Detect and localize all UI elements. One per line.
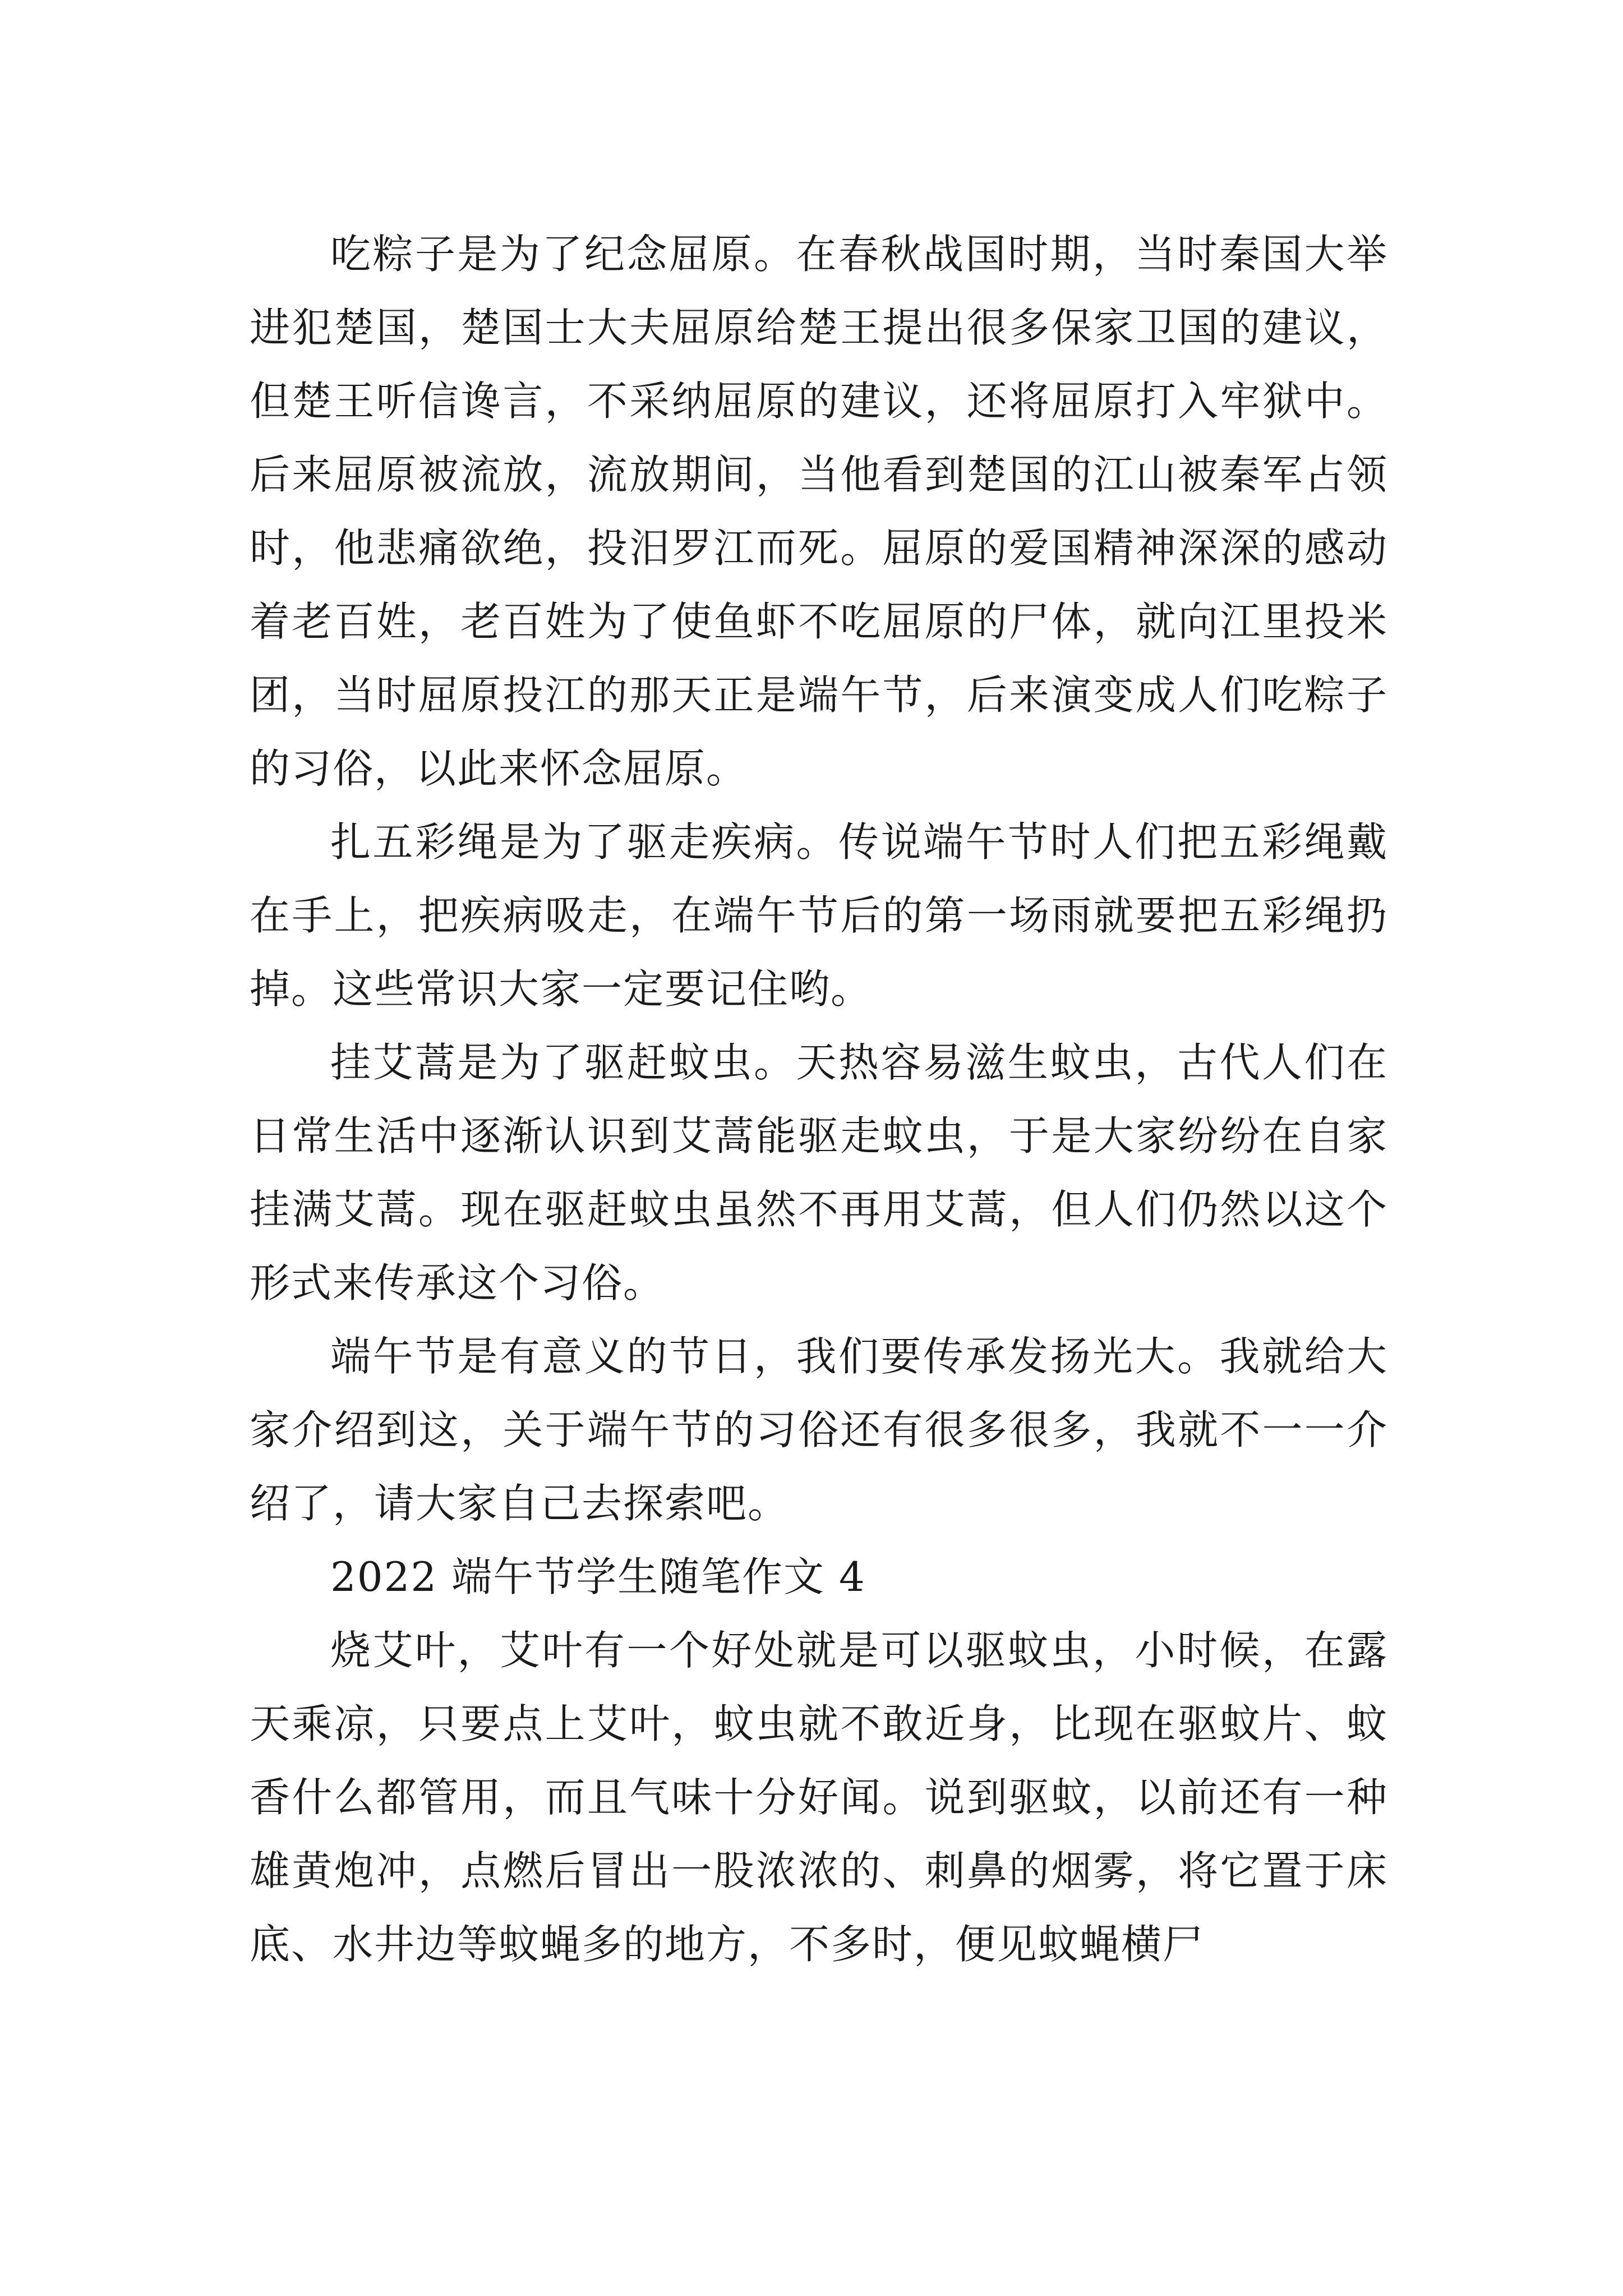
paragraph-burning-mugwort: 烧艾叶，艾叶有一个好处就是可以驱蚊虫，小时候，在露天乘凉，只要点上艾叶，蚊虫就不敢近身，比现在驱蚊片、蚊香什么都管用，而且气味十分好闻。说到驱蚊，以前还有一种雄黄炮冲，点燃后冒出一股浓浓的、刺鼻的烟雾，将它置于床底、水井边等蚊蝇多的地方，不多时，便见蚊蝇横尸 (250, 1627, 1388, 1968)
section-heading: 2022 端午节学生随笔作文 4 (330, 1553, 866, 1600)
paragraph-conclusion: 端午节是有意义的节日，我们要传承发扬光大。我就给大家介绍到这，关于端午节的习俗还有很多很多，我就不一一介绍了，请大家自己去探索吧。 (250, 1333, 1388, 1527)
document-body (250, 218, 1388, 1981)
paragraph-five-color-rope: 扎五彩绳是为了驱走疾病。传说端午节时人们把五彩绳戴在手上，把疾病吸走，在端午节后的第一场雨就要把五彩绳扔掉。这些常识大家一定要记住哟。 (250, 818, 1388, 1013)
paragraph-zongzi: 吃粽子是为了纪念屈原。在春秋战国时期，当时秦国大举进犯楚国，楚国士大夫屈原给楚王提出很多保家卫国的建议，但楚王听信谗言，不采纳屈原的建议，还将屈原打入牢狱中。后来屈原被流放，流放期间，当他看到楚国的江山被秦军占领时，他悲痛欲绝，投汨罗江而死。屈原的爱国精神深深的感动着老百姓，老百姓为了使鱼虾不吃屈原的尸体，就向江里投米团，当时屈原投江的那天正是端午节，后来演变成人们吃粽子的习俗，以此来怀念屈原。 (250, 231, 1388, 792)
paragraph-mugwort: 挂艾蒿是为了驱赶蚊虫。天热容易滋生蚊虫，古代人们在日常生活中逐渐认识到艾蒿能驱走蚊虫，于是大家纷纷在自家挂满艾蒿。现在驱赶蚊虫虽然不再用艾蒿，但人们仍然以这个形式来传承这个习俗。 (250, 1039, 1388, 1306)
